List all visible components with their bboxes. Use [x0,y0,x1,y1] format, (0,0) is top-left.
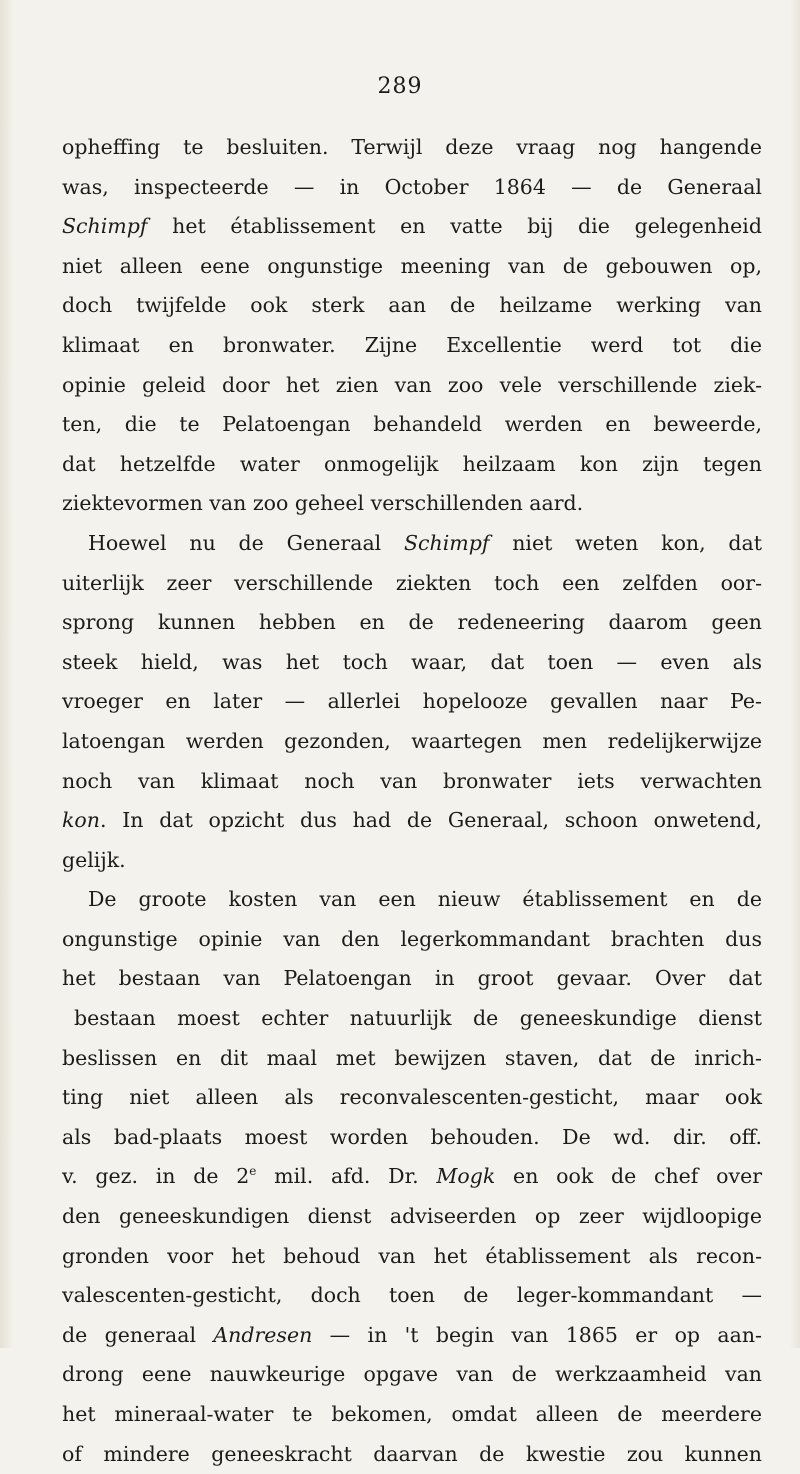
text-line: De groote kosten van een nieuw établissement en de [88,887,762,912]
text-line: latoengan werden gezonden, waartegen men redelijkerwijze [62,728,762,753]
text-line: ongunstige opinie van den legerkommandant brachten dus [62,926,762,951]
text-line: ziektevormen van zoo geheel verschillenden aard. [62,491,584,516]
text-run: en ook de chef over [495,1164,763,1189]
text-line: valescenten-gesticht, doch toen de leger-kommandant — [62,1283,762,1308]
text-run: niet weten kon, dat [489,530,762,555]
text-line: gelijk. [62,847,126,872]
text-line: noch van klimaat noch van bronwater iets verwachten [62,768,762,793]
text-line: of mindere geneeskracht daarvan de kwestie zou kunnen [62,1441,762,1466]
text-line: den geneeskundigen dienst adviseerden op zeer wijdloopige [62,1204,762,1229]
text-line: opheffing te besluiten. Terwijl deze vraag nog hangende [62,135,762,159]
text-line: sprong kunnen hebben en de redeneering daarom geen [62,610,762,635]
word-kon: kon [62,808,100,833]
text-run: de generaal [62,1322,214,1347]
superscript-e: e [249,1164,257,1179]
text-run: het établissement en vatte bij die gelegenheid [147,214,762,239]
text-run: v. gez. in de 2 [62,1164,250,1189]
text-line: dat hetzelfde water onmogelijk heilzaam kon zijn tegen [62,451,762,476]
text-line [62,207,762,247]
text-run: Hoewel nu de Generaal [88,530,404,555]
text-line: ting niet alleen als reconvalescenten-gesticht, maar ook [62,1085,762,1110]
text-line: drong eene nauwkeurige opgave van de werkzaamheid van [62,1362,762,1387]
text-line: niet alleen eene ongunstige meening van de gebouwen op, [62,253,762,278]
text-line: het bestaan van Pelatoengan in groot gevaar. Over dat [62,966,762,991]
page-edge-right [790,0,800,1348]
text-line: opinie geleid door het zien van zoo vele verschillende ziek- [62,372,762,397]
text-line: was, inspecteerde — in October 1864 — de Generaal [62,174,762,199]
text-line [62,524,762,564]
name-schimpf: Schimpf [404,530,490,555]
body-text [62,128,762,1474]
text-line: vroeger en later — allerlei hopelooze gevallen naar Pe- [62,689,762,714]
text-line [62,801,762,841]
text-line [62,1157,762,1197]
text-run: . In dat opzicht dus had de Generaal, schoon onwetend, [99,808,762,833]
text-line [62,1316,762,1356]
text-line: het mineraal-water te bekomen, omdat alleen de meerdere [62,1402,762,1426]
text-line: bestaan moest echter natuurlijk de geneeskundige dienst [74,1006,762,1031]
text-line: klimaat en bronwater. Zijne Excellentie werd tot die [62,332,762,357]
page-number: 289 [377,74,423,99]
text-run: — in 't begin van 1865 er op aan- [312,1322,762,1347]
text-line: uiterlijk zeer verschillende ziekten toch een zelfden oor- [62,570,762,595]
text-line: doch twijfelde ook sterk aan de heilzame werking van [62,293,762,318]
name-schimpf: Schimpf [62,214,148,239]
text-line: als bad-plaats moest worden behouden. De wd. dir. off. [62,1124,762,1149]
page-edge-left [0,0,14,1348]
text-line: gronden voor het behoud van het établissement als recon- [62,1243,762,1268]
text-run: mil. afd. Dr. [256,1164,437,1189]
text-line: ten, die te Pelatoengan behandeld werden en beweerde, [62,412,762,437]
name-mogk: Mogk [436,1164,496,1189]
text-line: beslissen en dit maal met bewijzen staven, dat de inrich- [62,1045,762,1070]
name-andresen: Andresen [213,1322,313,1347]
text-line: steek hield, was het toch waar, dat toen — even als [62,649,762,674]
